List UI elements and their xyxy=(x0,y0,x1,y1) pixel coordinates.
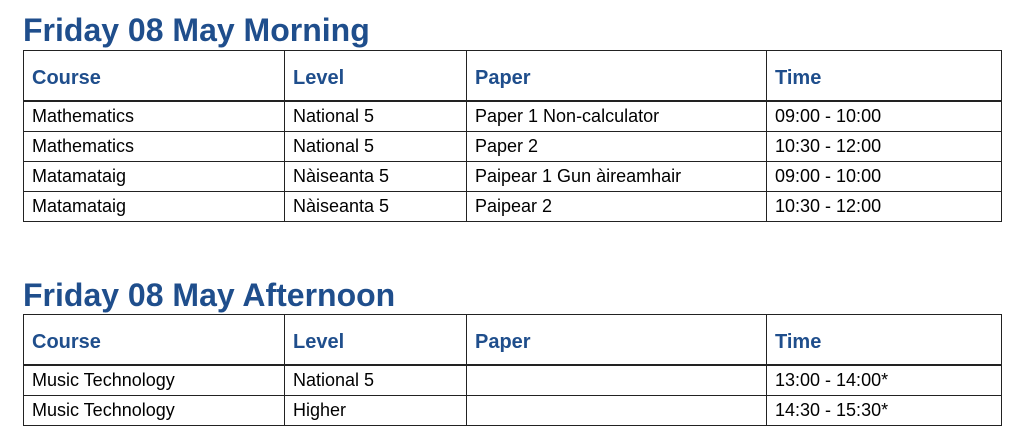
time-cell: 10:30 - 12:00 xyxy=(767,132,1002,162)
table-row xyxy=(24,132,1002,162)
course-cell: Mathematics xyxy=(24,132,285,162)
morning-title: Friday 08 May Morning xyxy=(23,12,370,48)
level-cell: National 5 xyxy=(285,101,467,132)
table-row xyxy=(24,162,1002,192)
course-cell: Matamataig xyxy=(24,192,285,222)
table-row xyxy=(24,396,1002,426)
course-cell: Matamataig xyxy=(24,162,285,192)
course-cell: Music Technology xyxy=(24,396,285,426)
level-cell: Nàiseanta 5 xyxy=(285,162,467,192)
time-cell: 09:00 - 10:00 xyxy=(767,101,1002,132)
paper-cell: Paper 2 xyxy=(467,132,767,162)
paper-cell xyxy=(467,365,767,396)
column-header-paper: Paper xyxy=(467,51,767,102)
column-header-time: Time xyxy=(767,315,1002,366)
level-cell: Nàiseanta 5 xyxy=(285,192,467,222)
table-row xyxy=(24,101,1002,132)
column-header-course: Course xyxy=(24,51,285,102)
paper-cell xyxy=(467,396,767,426)
column-header-level: Level xyxy=(285,51,467,102)
column-header-time: Time xyxy=(767,51,1002,102)
time-cell: 14:30 - 15:30* xyxy=(767,396,1002,426)
level-cell: National 5 xyxy=(285,132,467,162)
time-cell: 09:00 - 10:00 xyxy=(767,162,1002,192)
column-header-level: Level xyxy=(285,315,467,366)
table-row xyxy=(24,365,1002,396)
afternoon-timetable xyxy=(23,314,1002,426)
table-row xyxy=(24,192,1002,222)
course-cell: Music Technology xyxy=(24,365,285,396)
time-cell: 10:30 - 12:00 xyxy=(767,192,1002,222)
column-header-paper: Paper xyxy=(467,315,767,366)
column-header-course: Course xyxy=(24,315,285,366)
afternoon-title: Friday 08 May Afternoon xyxy=(23,277,396,313)
paper-cell: Paipear 1 Gun àireamhair xyxy=(467,162,767,192)
morning-timetable xyxy=(23,50,1002,222)
time-cell: 13:00 - 14:00* xyxy=(767,365,1002,396)
table-header-row xyxy=(24,315,1002,366)
paper-cell: Paipear 2 xyxy=(467,192,767,222)
level-cell: Higher xyxy=(285,396,467,426)
course-cell: Mathematics xyxy=(24,101,285,132)
paper-cell: Paper 1 Non-calculator xyxy=(467,101,767,132)
level-cell: National 5 xyxy=(285,365,467,396)
table-header-row xyxy=(24,51,1002,102)
